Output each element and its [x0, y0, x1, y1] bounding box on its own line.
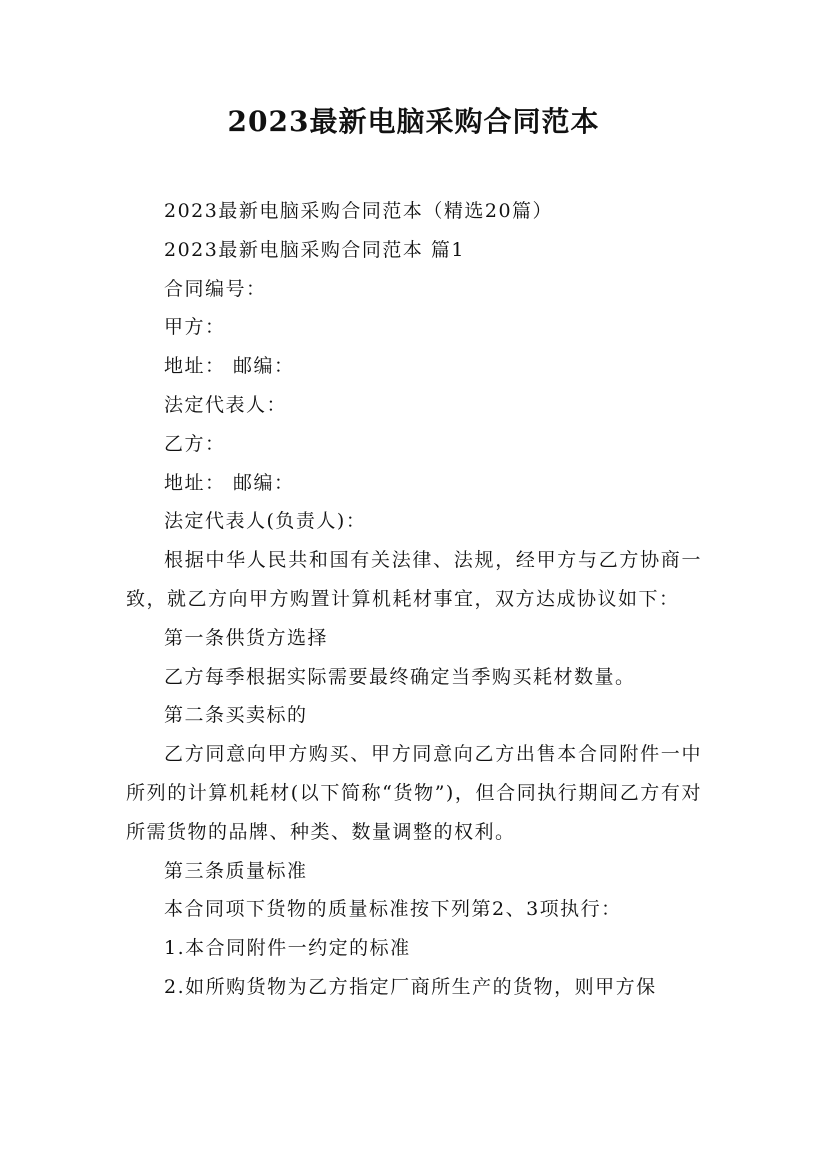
paragraph-subtitle: 2023最新电脑采购合同范本（精选20篇） [164, 200, 554, 222]
paragraph-article-1-text: 乙方每季根据实际需要最终确定当季购买耗材数量。 [164, 665, 636, 688]
paragraph-article-3-heading: 第三条质量标准 [164, 859, 308, 882]
paragraph-party-b-address: 地址： 邮编： [164, 471, 295, 494]
paragraph-preamble: 根据中华人民共和国有关法律、法规，经甲方与乙方协商一致，就乙方向甲方购置计算机耗材事宜，双方达成协议如下： [126, 549, 702, 610]
paragraph-article-2-heading: 第二条买卖标的 [164, 704, 308, 727]
paragraph-party-a-representative: 法定代表人： [164, 393, 288, 416]
paragraph-article-3-item-1: 1.本合同附件一约定的标准 [164, 937, 411, 960]
paragraph-party-a-address: 地址： 邮编： [164, 355, 295, 378]
paragraph-article-1-heading: 第一条供货方选择 [164, 626, 329, 649]
paragraph-article-2-text: 乙方同意向甲方购买、甲方同意向乙方出售本合同附件一中所列的计算机耗材(以下简称“货物”)，但合同执行期间乙方有对所需货物的品牌、种类、数量调整的权利。 [126, 743, 702, 843]
paragraph-party-b-representative: 法定代表人(负责人)： [164, 510, 367, 533]
paragraph-party-a: 甲方： [164, 316, 226, 339]
paragraph-article-3-text: 本合同项下货物的质量标准按下列第2、3项执行： [164, 898, 622, 921]
document-body [126, 192, 702, 1007]
paragraph-contract-number: 合同编号： [164, 277, 267, 300]
document-title: 2023最新电脑采购合同范本 [227, 105, 600, 138]
paragraph-article-3-item-2: 2.如所购货物为乙方指定厂商所生产的货物，则甲方保 [164, 975, 657, 998]
paragraph-party-b: 乙方： [164, 432, 226, 455]
paragraph-section-heading: 2023最新电脑采购合同范本 篇1 [164, 238, 465, 261]
